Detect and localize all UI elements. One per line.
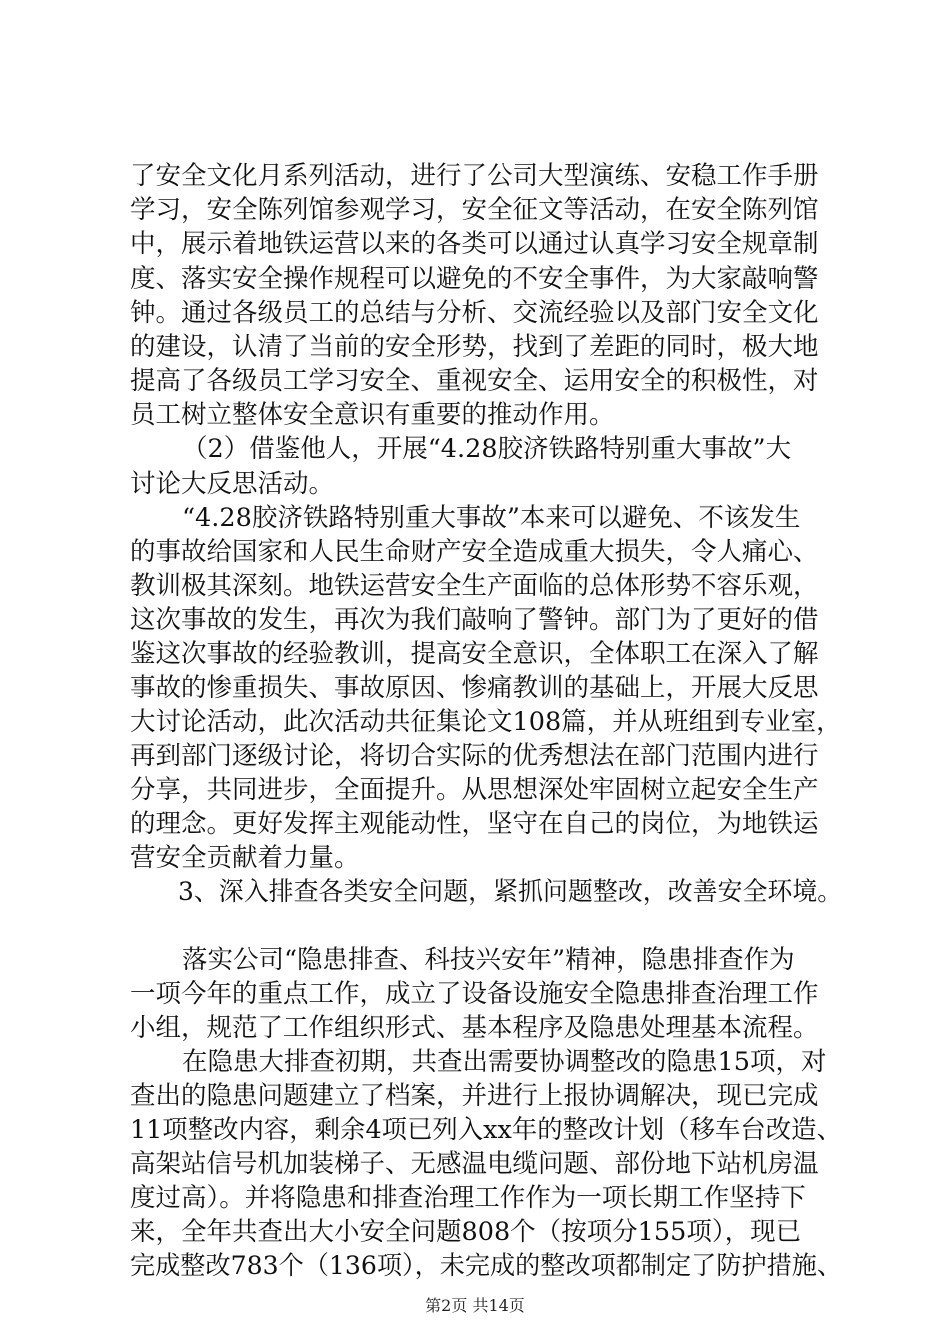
text-line: 讨论大反思活动。 <box>130 469 335 499</box>
text-line: 营安全贡献着力量。 <box>130 843 360 873</box>
text-line: 一项今年的重点工作，成立了设备设施安全隐患排查治理工作 <box>130 979 819 1009</box>
text-line: 落实公司“隐患排查、科技兴安年”精神，隐患排查作为 <box>182 945 795 975</box>
text-line: 大讨论活动，此次活动共征集论文108篇，并从班组到专业室， <box>130 707 842 737</box>
text-line: 教训极其深刻。地铁运营安全生产面临的总体形势不容乐观， <box>130 571 819 601</box>
text-line: 提高了各级员工学习安全、重视安全、运用安全的积极性，对 <box>130 366 819 396</box>
text-line: 小组，规范了工作组织形式、基本程序及隐患处理基本流程。 <box>130 1013 819 1043</box>
text-line: 员工树立整体安全意识有重要的推动作用。 <box>130 400 615 430</box>
text-line: 度、落实安全操作规程可以避免的不安全事件，为大家敲响警 <box>130 264 819 294</box>
text-line: 的建设，认清了当前的安全形势，找到了差距的同时，极大地 <box>130 332 819 362</box>
text-line: 高架站信号机加装梯子、无感温电缆问题、部份地下站机房温 <box>130 1149 819 1179</box>
text-line: 来，全年共查出大小安全问题808个（按项分155项），现已 <box>130 1217 802 1247</box>
text-line: 这次事故的发生，再次为我们敲响了警钟。部门为了更好的借 <box>130 605 819 635</box>
text-line: 学习，安全陈列馆参观学习，安全征文等活动，在安全陈列馆 <box>130 195 819 225</box>
text-line: 在隐患大排查初期，共查出需要协调整改的隐患15项，对 <box>182 1047 827 1077</box>
text-line: 查出的隐患问题建立了档案，并进行上报协调解决，现已完成 <box>130 1081 819 1111</box>
text-line: 度过高）。并将隐患和排查治理工作作为一项长期工作坚持下 <box>130 1183 806 1213</box>
text-line: 再到部门逐级讨论，将切合实际的优秀想法在部门范围内进行 <box>130 741 819 771</box>
text-line: （2）借鉴他人，开展“4.28胶济铁路特别重大事故”大 <box>182 434 792 464</box>
page-number-footer: 第2页 共14页 <box>425 1296 525 1315</box>
text-line: “4.28胶济铁路特别重大事故”本来可以避免、不该发生 <box>182 503 801 533</box>
text-line: 分享，共同进步，全面提升。从思想深处牢固树立起安全生产 <box>130 775 819 805</box>
text-line: 的理念。更好发挥主观能动性，坚守在自己的岗位，为地铁运 <box>130 809 819 839</box>
text-line: 事故的惨重损失、事故原因、惨痛教训的基础上，开展大反思 <box>130 673 819 703</box>
section-heading: 3、深入排查各类安全问题，紧抓问题整改，改善安全环境。 <box>178 877 843 907</box>
text-line: 了安全文化月系列活动，进行了公司大型演练、安稳工作手册 <box>130 161 819 191</box>
text-line: 11项整改内容，剩余4项已列入xx年的整改计划（移车台改造、 <box>130 1115 842 1145</box>
text-line: 中，展示着地铁运营以来的各类可以通过认真学习安全规章制 <box>130 229 819 259</box>
text-line: 鉴这次事故的经验教训，提高安全意识，全体职工在深入了解 <box>130 639 819 669</box>
text-line: 完成整改783个（136项），未完成的整改项都制定了防护措施、 <box>130 1251 843 1281</box>
text-line: 钟。通过各级员工的总结与分析、交流经验以及部门安全文化 <box>130 298 819 328</box>
text-line: 的事故给国家和人民生命财产安全造成重大损失，令人痛心、 <box>130 537 819 567</box>
